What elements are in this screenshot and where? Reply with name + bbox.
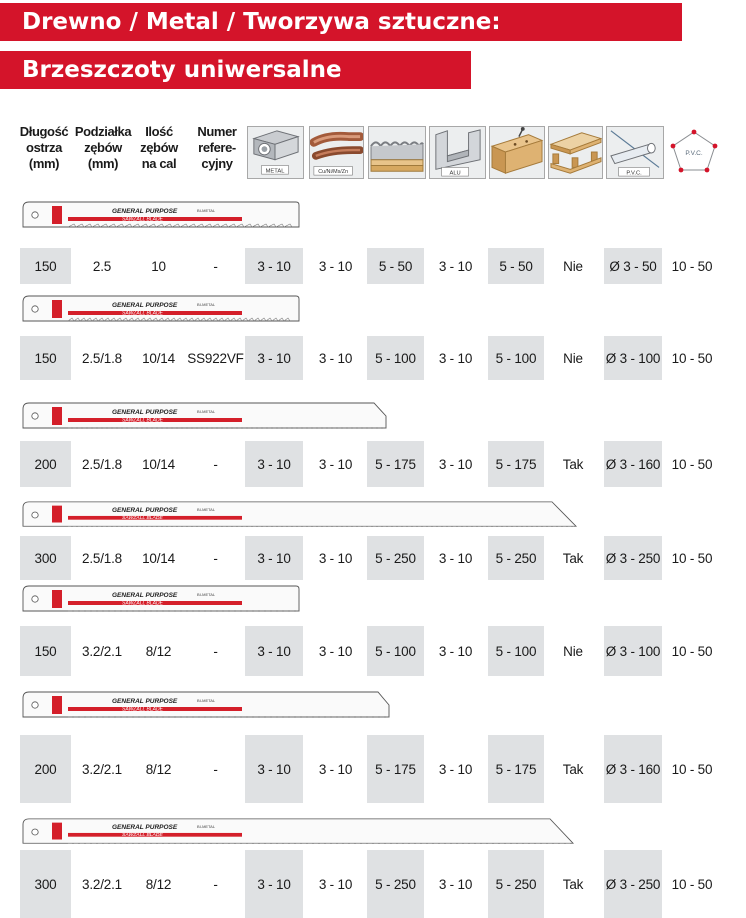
cell-sheet: 5 - 175 [367,441,424,487]
cell-plastic: 10 - 50 [671,456,713,472]
blade-print-line2: SAWZALL BLADE [122,600,163,607]
cell-alu: 3 - 10 [438,350,473,366]
cell-pallet: Nie [563,350,583,366]
cell-non-ferrous: 3 - 10 [318,876,353,892]
blade-print-line1: GENERAL PURPOSE [111,824,178,832]
saw-blade-150-b [22,294,300,324]
saw-blade-300-a [22,500,577,530]
cell-reference-number: - [213,550,218,566]
cell-reference-number: - [213,258,218,274]
cell-teeth-per-inch: 10/14 [142,350,175,366]
cell-plastic: 10 - 50 [671,876,713,892]
blade-print-line2: SAWZALL BLADE [122,216,163,223]
cell-alu: 3 - 10 [438,258,473,274]
cell-pallet: Tak [562,456,584,472]
copper-pipe-icon [309,126,364,179]
blade-print-side: BI-METAL [197,409,216,414]
cell-blade-length: 200 [20,441,71,487]
pvc-label: P.V.C. [685,150,703,157]
cell-plastic: 10 - 50 [671,258,713,274]
blade-print-line2: SAWZALL BLADE [122,310,163,317]
blade-print-line1: GENERAL PURPOSE [112,698,178,705]
cell-wood-nails: 5 - 250 [488,850,544,918]
cell-pvc-pipe: Ø 3 - 250 [604,850,662,918]
cell-sheet: 5 - 100 [367,336,424,380]
cell-blade-length: 150 [20,336,71,380]
blade-print-line2: SAWZALL BLADE [122,706,163,713]
cell-pallet: Nie [563,643,583,659]
cell-wood-nails: 5 - 250 [488,536,544,580]
metal-label: METAL [265,168,285,175]
cell-reference-number: - [213,643,218,659]
pvc-plastic-icon [667,126,721,179]
saw-blade-150-c [22,584,300,614]
cell-non-ferrous: 3 - 10 [318,643,353,659]
cell-pallet: Tak [562,550,584,566]
cell-alu: 3 - 10 [438,876,473,892]
cell-reference-number: - [213,761,218,777]
cell-blade-length: 300 [20,850,71,918]
cell-blade-length: 150 [20,626,71,676]
cell-plastic: 10 - 50 [671,761,713,777]
header-teeth-per-inch: Ilość zębów na cal [140,124,178,171]
cell-pvc-pipe: Ø 3 - 160 [604,441,662,487]
cell-non-ferrous: 3 - 10 [318,550,353,566]
blade-print-side: BI-METAL [197,208,216,213]
cell-tooth-pitch: 2.5/1.8 [82,456,122,472]
alu-label: ALU [449,170,461,177]
cell-pallet: Tak [562,761,584,777]
header-blade-length: Długość ostrza (mm) [19,124,69,171]
cell-pallet: Tak [562,876,584,892]
cell-metal: 3 - 10 [245,336,303,380]
cell-reference-number: - [213,876,218,892]
cell-pvc-pipe: Ø 3 - 100 [604,626,662,676]
cell-teeth-per-inch: 10 [151,258,166,274]
cell-non-ferrous: 3 - 10 [318,258,353,274]
blade-print-line1: GENERAL PURPOSE [112,302,178,309]
cell-tooth-pitch: 3.2/2.1 [82,876,122,892]
cell-tooth-pitch: 3.2/2.1 [82,761,122,777]
cell-metal: 3 - 10 [245,441,303,487]
cell-blade-length: 150 [20,248,71,284]
cell-metal: 3 - 10 [245,626,303,676]
saw-blade-200-a [22,401,387,431]
cell-reference-number: - [213,456,218,472]
cell-sheet: 5 - 100 [367,626,424,676]
aluminium-profile-icon [429,126,486,179]
cell-wood-nails: 5 - 175 [488,735,544,803]
cell-reference-number: SS922VF [187,350,244,366]
cell-teeth-per-inch: 8/12 [145,876,172,892]
metal-icon [247,126,304,179]
cell-tooth-pitch: 2.5/1.8 [82,550,122,566]
cell-teeth-per-inch: 8/12 [145,761,172,777]
cell-metal: 3 - 10 [245,735,303,803]
corrugated-sheet-icon [368,126,426,179]
pvc-pipe-icon [606,126,664,179]
cell-wood-nails: 5 - 100 [488,626,544,676]
saw-blade-200-b [22,690,390,720]
header-tooth-pitch: Podziałka zębów (mm) [74,124,132,171]
cell-alu: 3 - 10 [438,643,473,659]
cell-pallet: Nie [563,258,583,274]
wood-with-nails-icon [489,126,545,179]
cell-pvc-pipe: Ø 3 - 100 [604,336,662,380]
cell-alu: 3 - 10 [438,550,473,566]
cell-non-ferrous: 3 - 10 [318,761,353,777]
cell-teeth-per-inch: 10/14 [142,550,175,566]
cell-sheet: 5 - 175 [367,735,424,803]
blade-print-line1: GENERAL PURPOSE [112,208,178,215]
cell-non-ferrous: 3 - 10 [318,456,353,472]
blade-print-line1: GENERAL PURPOSE [112,409,178,416]
copper-label: Cu/Ni/Ms/Zn [318,169,349,176]
blade-print-line2: SAWZALL BLADE [122,833,163,839]
pallet-icon [548,126,603,179]
cell-blade-length: 300 [20,536,71,580]
pvc-pipe-label: P.V.C. [626,170,642,177]
blade-print-line2: SAWZALL BLADE [122,516,163,522]
cell-pvc-pipe: Ø 3 - 250 [604,536,662,580]
blade-print-side: BI-METAL [196,507,216,513]
blade-print-side: BI-METAL [197,592,216,597]
cell-metal: 3 - 10 [245,850,303,918]
cell-tooth-pitch: 3.2/2.1 [82,643,122,659]
cell-teeth-per-inch: 10/14 [142,456,175,472]
cell-tooth-pitch: 2.5/1.8 [82,350,122,366]
cell-tooth-pitch: 2.5 [92,258,112,274]
header-reference-number: Numer refere- cyjny [197,124,237,171]
cell-plastic: 10 - 50 [671,550,713,566]
blade-print-side: BI-METAL [197,698,216,703]
cell-plastic: 10 - 50 [671,643,713,659]
cell-plastic: 10 - 50 [671,350,713,366]
title-line-2: Brzeszczoty uniwersalne [0,51,471,89]
cell-metal: 3 - 10 [245,536,303,580]
blade-print-line1: GENERAL PURPOSE [111,507,178,515]
blade-print-side: BI-METAL [196,824,216,830]
cell-pvc-pipe: Ø 3 - 50 [604,248,662,284]
cell-metal: 3 - 10 [245,248,303,284]
cell-non-ferrous: 3 - 10 [318,350,353,366]
cell-wood-nails: 5 - 100 [488,336,544,380]
cell-sheet: 5 - 250 [367,536,424,580]
cell-alu: 3 - 10 [438,456,473,472]
cell-alu: 3 - 10 [438,761,473,777]
saw-blade-150-a [22,200,300,230]
cell-sheet: 5 - 50 [367,248,424,284]
title-line-1: Drewno / Metal / Tworzywa sztuczne: [0,3,682,41]
saw-blade-300-b [22,817,574,847]
blade-print-line2: SAWZALL BLADE [122,417,163,424]
cell-pvc-pipe: Ø 3 - 160 [604,735,662,803]
blade-print-side: BI-METAL [197,302,216,307]
cell-wood-nails: 5 - 50 [488,248,544,284]
cell-wood-nails: 5 - 175 [488,441,544,487]
cell-teeth-per-inch: 8/12 [145,643,172,659]
blade-print-line1: GENERAL PURPOSE [112,592,178,599]
cell-blade-length: 200 [20,735,71,803]
cell-sheet: 5 - 250 [367,850,424,918]
